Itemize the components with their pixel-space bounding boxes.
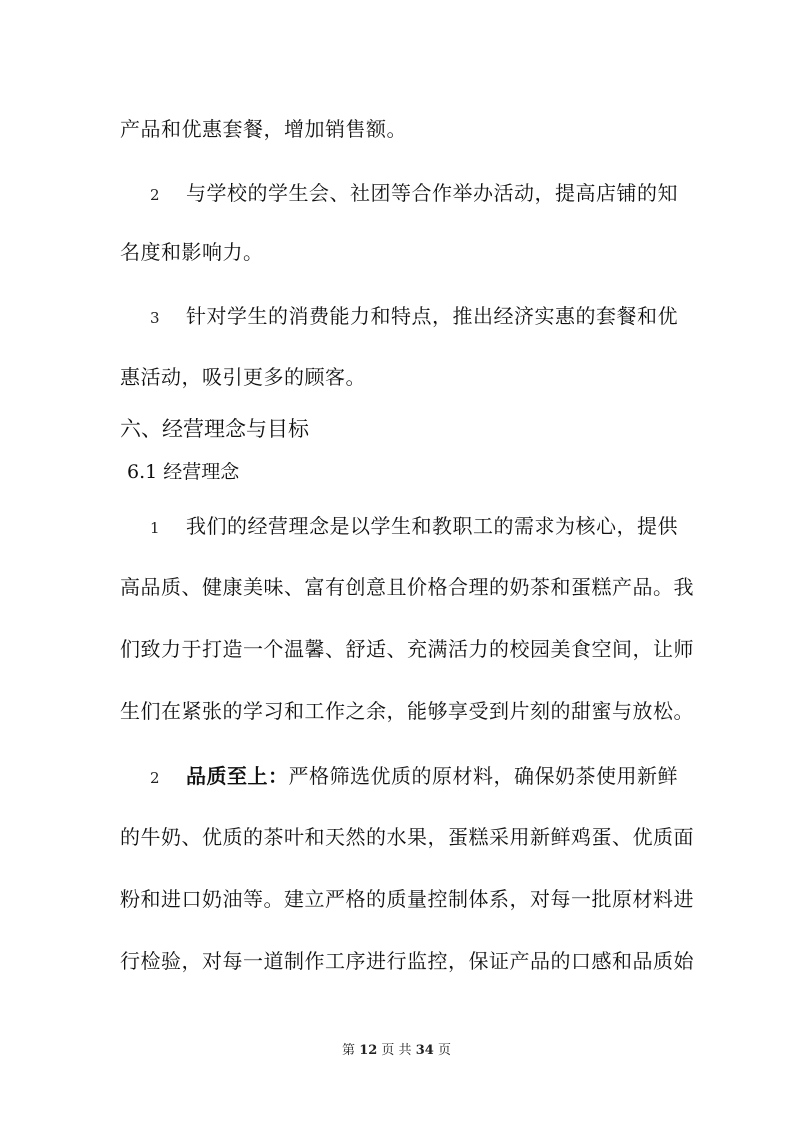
paragraph-line (120, 117, 407, 141)
line-text: 我们的经营理念是以学生和教职工的需求为核心，提供 (186, 514, 678, 538)
paragraph-line (120, 575, 694, 599)
paragraph-line (120, 637, 694, 661)
line-text: 生们在紧张的学习和工作之余，能够享受到片刻的甜蜜与放松。 (120, 699, 694, 723)
paragraph-line (120, 240, 264, 264)
list-number: 1 (150, 519, 161, 537)
line-text: 们致力于打造一个温馨、舒适、充满活力的校园美食空间，让师 (120, 637, 694, 661)
line-text: 行检验，对每一道制作工序进行监控，保证产品的口感和品质始 (120, 949, 694, 973)
paragraph-line (120, 825, 694, 849)
line-text: 与学校的学生会、社团等合作举办活动，提高店铺的知 (186, 181, 678, 205)
line-text: 严格筛选优质的原材料，确保奶茶使用新鲜 (288, 764, 678, 788)
list-item (150, 764, 678, 790)
list-number: 3 (150, 309, 161, 327)
paragraph-line (120, 699, 694, 723)
list-number: 2 (150, 186, 161, 204)
page-footer (0, 1043, 793, 1059)
line-text: 惠活动，吸引更多的顾客。 (120, 365, 366, 389)
line-text: 高品质、健康美味、富有创意且价格合理的奶茶和蛋糕产品。我 (120, 575, 694, 599)
bold-lead: 品质至上： (186, 764, 289, 788)
paragraph-line (120, 887, 694, 911)
footer-middle: 页 共 (381, 1043, 412, 1058)
line-text: 产品和优惠套餐，增加销售额。 (120, 117, 407, 141)
footer-suffix: 页 (437, 1043, 451, 1058)
footer-prefix: 第 (342, 1043, 356, 1058)
section-heading: 六、经营理念与目标 (120, 417, 309, 441)
footer-total-pages: 34 (415, 1043, 434, 1058)
list-item (150, 514, 678, 540)
list-item (150, 304, 678, 330)
list-item (150, 181, 678, 207)
line-text: 粉和进口奶油等。建立严格的质量控制体系，对每一批原材料进 (120, 887, 694, 911)
line-text: 的牛奶、优质的茶叶和天然的水果，蛋糕采用新鲜鸡蛋、优质面 (120, 825, 694, 849)
list-number: 2 (150, 769, 161, 787)
subsection-heading: 6.1 经营理念 (127, 461, 240, 483)
paragraph-line (120, 365, 366, 389)
line-text: 名度和影响力。 (120, 240, 264, 264)
paragraph-line (120, 949, 694, 973)
footer-page-number: 12 (359, 1043, 378, 1058)
line-text: 针对学生的消费能力和特点，推出经济实惠的套餐和优 (186, 304, 678, 328)
